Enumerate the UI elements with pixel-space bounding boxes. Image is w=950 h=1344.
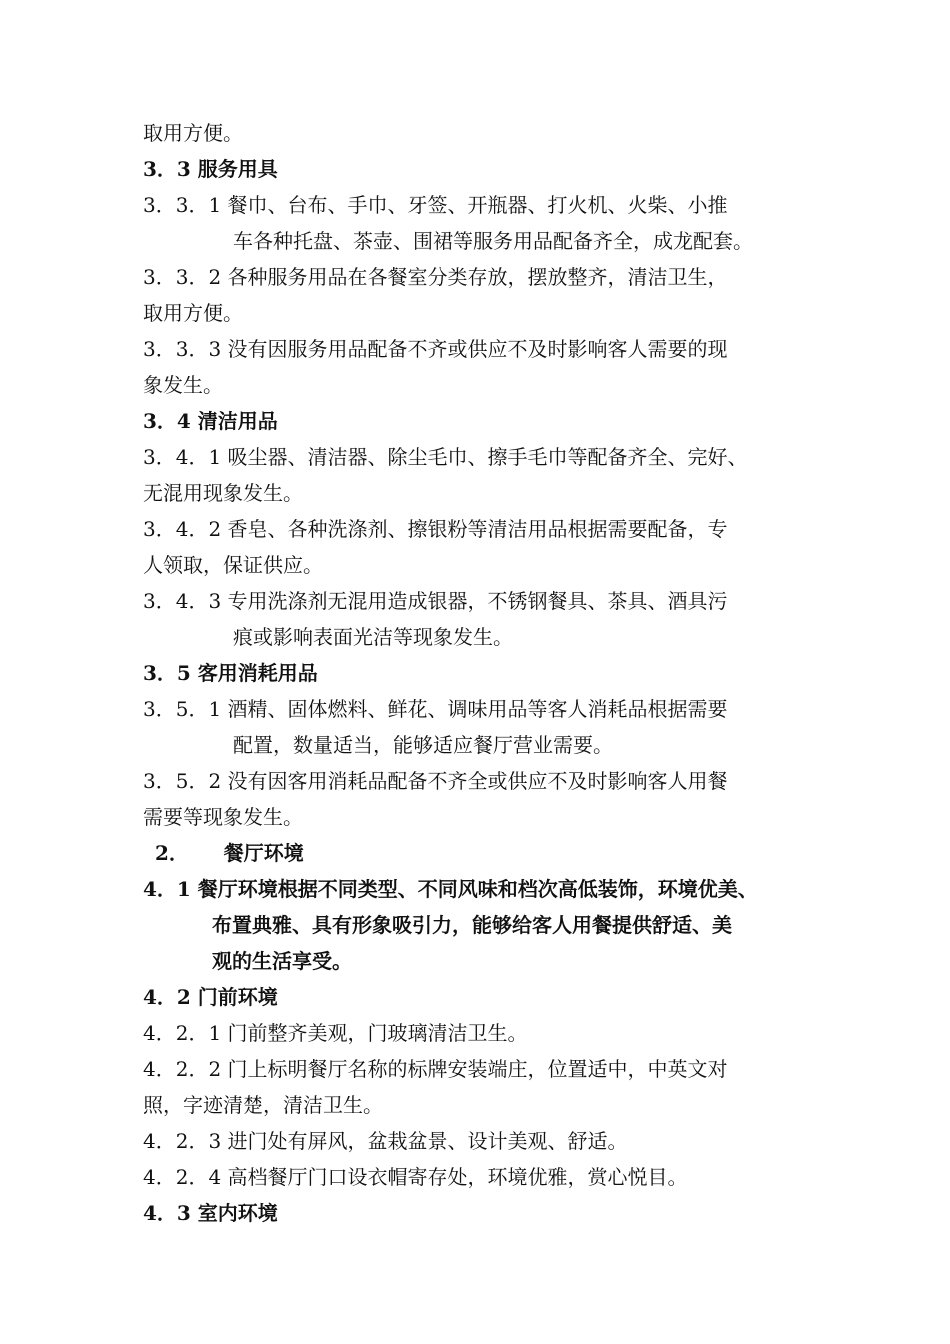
chapter-heading: 2． 餐厅环境 — [155, 841, 304, 865]
text-line: 3．4．2 香皂、各种洗涤剂、擦银粉等清洁用品根据需要配备，专 — [143, 517, 728, 541]
text-line: 4．2．4 高档餐厅门口设衣帽寄存处，环境优雅，赏心悦目。 — [143, 1165, 688, 1189]
text-line: 车各种托盘、茶壶、围裙等服务用品配备齐全，成龙配套。 — [233, 229, 753, 253]
section-heading: 4．3 室内环境 — [143, 1201, 278, 1225]
text-line: 4．2．3 进门处有屏风，盆栽盆景、设计美观、舒适。 — [143, 1129, 628, 1153]
text-line: 4．2．1 门前整齐美观，门玻璃清洁卫生。 — [143, 1021, 528, 1045]
section-heading: 3．4 清洁用品 — [143, 409, 278, 433]
text-line: 3．4．3 专用洗涤剂无混用造成银器，不锈钢餐具、茶具、酒具污 — [143, 589, 728, 613]
text-line: 人领取，保证供应。 — [143, 553, 323, 577]
text-line: 需要等现象发生。 — [143, 805, 303, 829]
text-line: 3．5．2 没有因客用消耗品配备不齐全或供应不及时影响客人用餐 — [143, 769, 728, 793]
section-heading: 4．2 门前环境 — [143, 985, 278, 1009]
text-line: 取用方便。 — [143, 301, 243, 325]
text-line: 照，字迹清楚，清洁卫生。 — [143, 1093, 383, 1117]
text-line: 4．2．2 门上标明餐厅名称的标牌安装端庄，位置适中，中英文对 — [143, 1057, 728, 1081]
text-line: 3．5．1 酒精、固体燃料、鲜花、调味用品等客人消耗品根据需要 — [143, 697, 728, 721]
text-line: 3．3．1 餐巾、台布、手巾、牙签、开瓶器、打火机、火柴、小推 — [143, 193, 728, 217]
text-line: 取用方便。 — [143, 121, 243, 145]
text-line: 无混用现象发生。 — [143, 481, 303, 505]
text-line: 3．3．3 没有因服务用品配备不齐或供应不及时影响客人需要的现 — [143, 337, 728, 361]
section-heading: 3．3 服务用具 — [143, 157, 278, 181]
text-line: 观的生活享受。 — [212, 949, 352, 973]
text-line: 4．1 餐厅环境根据不同类型、不同风味和档次高低装饰，环境优美、 — [143, 877, 758, 901]
text-line: 3．3．2 各种服务用品在各餐室分类存放，摆放整齐，清洁卫生， — [143, 265, 728, 289]
section-heading: 3．5 客用消耗用品 — [143, 661, 318, 685]
text-line: 象发生。 — [143, 373, 223, 397]
text-line: 痕或影响表面光洁等现象发生。 — [233, 625, 513, 649]
text-line: 布置典雅、具有形象吸引力，能够给客人用餐提供舒适、美 — [212, 913, 732, 937]
text-line: 3．4．1 吸尘器、清洁器、除尘毛巾、擦手毛巾等配备齐全、完好、 — [143, 445, 748, 469]
text-line: 配置，数量适当，能够适应餐厅营业需要。 — [233, 733, 613, 757]
